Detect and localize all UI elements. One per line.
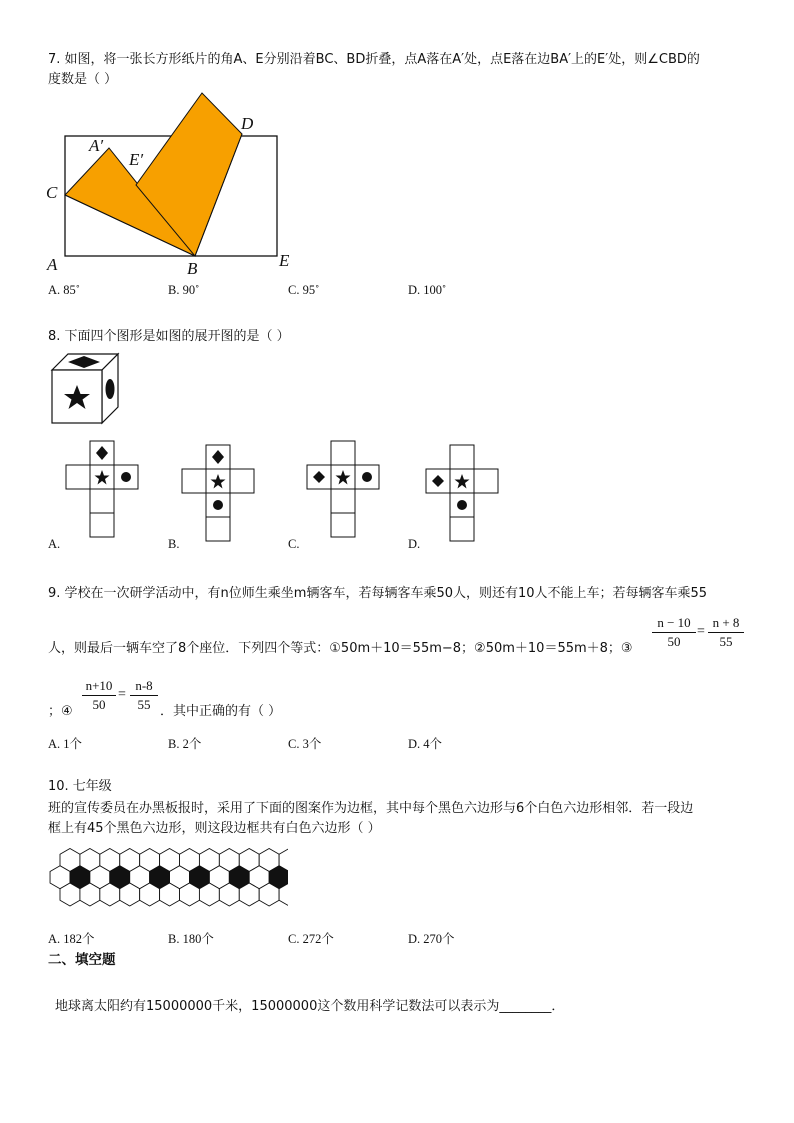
circle-shape — [106, 379, 115, 399]
q9-option-b: B. 2个 — [168, 737, 202, 751]
q7-option-d: D. 100˚ — [408, 283, 447, 297]
label-A: A — [47, 255, 58, 274]
q10-line2: 班的宣传委员在办黑板报时，采用了下面的图案作为边框，其中每个黑色六边形与6个白色六边形相邻．若一段边 — [48, 801, 694, 816]
q9-frac4-left — [82, 677, 116, 714]
q8-option-c: C. — [288, 537, 300, 551]
label-E: E — [279, 251, 290, 270]
q7-line2: 度数是（ ） — [48, 72, 118, 87]
q8-option-b: B. — [168, 537, 180, 551]
q8-text: 8. 下面四个图形是如图的展开图的是（ ） — [48, 329, 290, 344]
label-B: B — [187, 259, 198, 278]
q9-option-d: D. 4个 — [408, 737, 443, 751]
frac4-left-den: 50 — [92, 697, 106, 712]
frac4-right-num: n-8 — [130, 677, 158, 696]
q10-line1: 10. 七年级 — [48, 779, 112, 794]
q9-line2: 人，则最后一辆车空了8个座位．下列四个等式：①50m＋10＝55m−8；②50m＋10＝55m＋8；③ — [48, 641, 633, 656]
q8-option-d: D. — [408, 537, 421, 551]
q9-frac4-right — [130, 677, 158, 714]
q7-option-b: B. 90˚ — [168, 283, 200, 297]
frac3-right-den: 55 — [719, 634, 733, 649]
frac3-equals: = — [697, 624, 705, 639]
section-title: 二、填空题 — [48, 952, 116, 968]
q9-line3-prefix: ；④ — [48, 704, 73, 719]
q9-frac3-left — [652, 614, 696, 651]
frac4-left-num: n+10 — [82, 677, 116, 696]
net-d — [424, 444, 502, 544]
q9-line1: 9. 学校在一次研学活动中，有n位师生乘坐m辆客车，若每辆客车乘50人，则还有10人不能上车；若每辆客车乘55 — [48, 586, 708, 601]
frac3-right-num: n + 8 — [708, 614, 744, 633]
frac3-left-den: 50 — [667, 634, 681, 649]
q7-option-c: C. 95˚ — [288, 283, 320, 297]
q8-option-a: A. — [48, 537, 61, 551]
q7-line1: 7. 如图，将一张长方形纸片的角A、E分别沿着BC、BD折叠，点A落在A′处，点E落在边BA′上的E′处，则∠CBD的 — [48, 52, 700, 67]
hexagon-border-figure — [48, 848, 288, 914]
cube-figure — [50, 352, 122, 426]
net-a — [64, 440, 142, 540]
q10-line3: 框上有45个黑色六边形，则这段边框共有白色六边形（ ） — [48, 821, 381, 836]
q7-option-a: A. 85˚ — [48, 283, 80, 297]
fold-figure — [40, 88, 300, 278]
frac4-equals: = — [118, 687, 126, 702]
frac4-right-den: 55 — [137, 697, 151, 712]
label-E-prime: E′ — [129, 150, 144, 169]
q9-frac3-right — [708, 614, 744, 651]
q10-option-b: B. 180个 — [168, 932, 214, 946]
net-b — [180, 444, 258, 544]
label-C: C — [46, 183, 58, 202]
net-c — [305, 440, 383, 540]
fill-blank-question: 地球离太阳约有15000000千米，15000000这个数用科学记数法可以表示为________． — [55, 999, 565, 1014]
label-D: D — [241, 114, 254, 133]
q9-option-c: C. 3个 — [288, 737, 322, 751]
q10-option-c: C. 272个 — [288, 932, 334, 946]
q9-option-a: A. 1个 — [48, 737, 83, 751]
q9-line3-suffix: ．其中正确的有（ ） — [160, 704, 282, 719]
frac3-left-num: n − 10 — [652, 614, 696, 633]
label-A-prime: A′ — [89, 136, 104, 155]
q10-option-d: D. 270个 — [408, 932, 455, 946]
q10-option-a: A. 182个 — [48, 932, 95, 946]
